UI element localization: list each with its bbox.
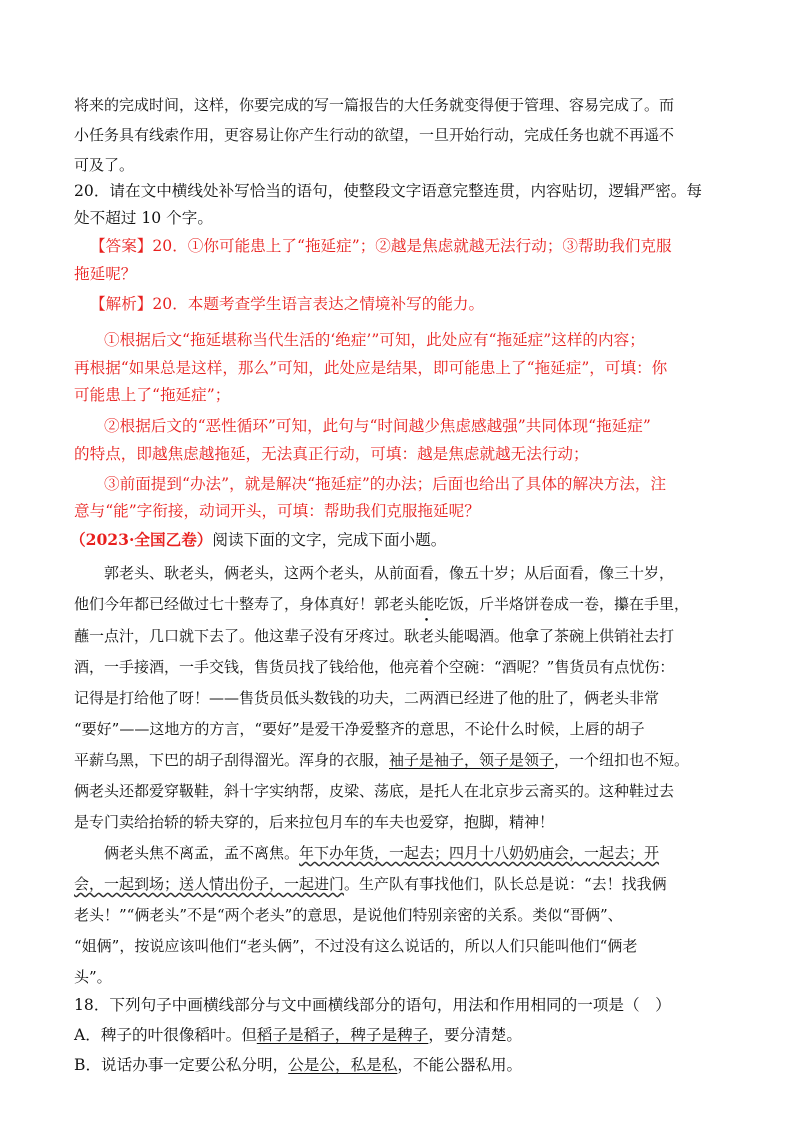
passage-line: “要好”——这地方的方言，“要好”是爱干净爱整齐的意思，不论什么时候，上唇的胡子: [74, 720, 645, 738]
option-text: B．说话办事一定要公私分明，: [74, 1056, 289, 1074]
wavy-underlined-phrase: 年下办年货，一起去；四月十八奶奶庙会，一起去；开: [299, 844, 660, 862]
option-text: ，要分清楚。: [428, 1026, 522, 1044]
passage-line: 蘸一点汁，几口就下去了。他这辈子没有牙疼过。耿老头能喝酒。他拿了茶碗上供销社去打: [74, 627, 675, 645]
analysis-line: 的特点，即越焦虑越拖延，无法真正行动，可填：越是焦虑就越无法行动；: [74, 445, 589, 463]
passage-line: 酒，一手接酒，一手交钱，售货员找了钱给他，他亮着个空碗：“酒呢？”售货员有点忧伤：: [74, 658, 675, 676]
question-20: 20．请在文中横线处补写恰当的语句，使整段文字语意完整连贯，内容贴切，逻辑严密。每: [74, 182, 702, 200]
passage-text: 吃饭，斤半烙饼卷成一卷，攥在手里，: [434, 595, 690, 613]
passage-text: 平薪乌黑，下巴的胡子刮得溜光。浑身的衣服，: [74, 751, 390, 769]
analysis-heading: 【解析】20．本题考查学生语言表达之情境补写的能力。: [90, 295, 485, 313]
emphasis-dot-char: 能: [419, 595, 435, 613]
text-line: 小任务具有线索作用，更容易让你产生行动的欲望，一旦开始行动，完成任务也就不再遥不: [74, 126, 675, 144]
analysis-line: ①根据后文“拖延堪称当代生活的‘绝症’”可知，此处应有“拖延症”这样的内容；: [104, 331, 645, 349]
underlined-phrase: 稻子是稻子，稗子是稗子: [256, 1026, 429, 1044]
passage-text: ，一个纽扣也不短。: [554, 751, 690, 769]
analysis-line: ②根据后文的“恶性循环”可知，此句与“时间越少焦虑感越强”共同体现“拖延症”: [104, 417, 651, 435]
passage-text: 。生产队有事找他们，队长总是说：“去！找我俩: [344, 875, 667, 893]
passage-line: [74, 749, 750, 771]
source-instruction: 阅读下面的文字，完成下面小题。: [212, 531, 447, 549]
passage-line: [104, 842, 750, 864]
answer-line: 【答案】20．①你可能患上了“拖延症”；②越是焦虑就越无法行动；③帮助我们克服: [90, 237, 672, 255]
underlined-phrase: 袖子是袖子，领子是领子: [389, 751, 555, 769]
passage-text: 他们今年都已经做过七十整寿了，身体真好！郭老头: [74, 595, 420, 613]
passage-line: 俩老头还都爱穿靸鞋，斜十字实纳帮，皮梁、荡底，是托人在北京步云斋买的。这种鞋过去: [74, 782, 675, 800]
passage-line: 老头！”“俩老头”不是“两个老头”的意思，是说他们特别亲密的关系。类似“哥俩”、: [74, 906, 623, 924]
analysis-line: 意与“能”字衔接，动词开头，可填：帮助我们克服拖延呢？: [74, 502, 480, 520]
analysis-line: ③前面提到“办法”，就是解决“拖延症”的办法；后面也给出了具体的解决方法，注: [104, 475, 667, 493]
underlined-phrase: 公是公，私是私: [288, 1056, 398, 1074]
question-20-cont: 处不超过 10 个字。: [74, 209, 213, 227]
text-line: 将来的完成时间，这样，你要完成的写一篇报告的大任务就变得便于管理、容易完成了。而: [74, 96, 675, 114]
passage-line: 郭老头、耿老头，俩老头，这两个老头，从前面看，像五十岁；从后面看，像三十岁，: [104, 564, 675, 582]
source-tag: （2023·全国乙卷）: [70, 530, 213, 549]
passage-line: “姐俩”，按说应该叫他们“老头俩”，不过没有这么说话的，所以人们只能叫他们“俩老: [74, 937, 638, 955]
passage-line: 头”。: [74, 968, 112, 986]
passage-line: [74, 593, 750, 615]
answer-line: 拖延呢？: [74, 265, 137, 283]
source-line: [70, 529, 750, 551]
passage-line: 记得是打给他了呀！——售货员低头数钱的功夫，二两酒已经进了他的肚了，俩老头非常: [74, 689, 660, 707]
question-18: 18．下列句子中画横线部分与文中画横线部分的语句，用法和作用相同的一项是（ ）: [74, 996, 671, 1014]
text-line: 可及了。: [74, 156, 135, 174]
option-a: [74, 1024, 750, 1046]
wavy-underlined-phrase: 会，一起到场；送人情出份子，一起进门: [74, 875, 345, 893]
option-text: ，不能公器私用。: [397, 1056, 523, 1074]
option-text: A．稗子的叶很像稻叶。但: [74, 1026, 257, 1044]
analysis-line: 可能患上了“拖延症”；: [74, 386, 231, 404]
passage-line: 是专门卖给抬轿的轿夫穿的，后来拉包月车的车夫也爱穿，抱脚，精神！: [74, 813, 555, 831]
passage-line: [74, 873, 750, 895]
option-b: [74, 1054, 750, 1076]
passage-text: 俩老头焦不离孟，孟不离焦。: [104, 844, 300, 862]
analysis-line: 再根据“如果总是这样，那么”可知，此处应是结果，即可能患上了“拖延症”，可填：你: [74, 359, 668, 377]
